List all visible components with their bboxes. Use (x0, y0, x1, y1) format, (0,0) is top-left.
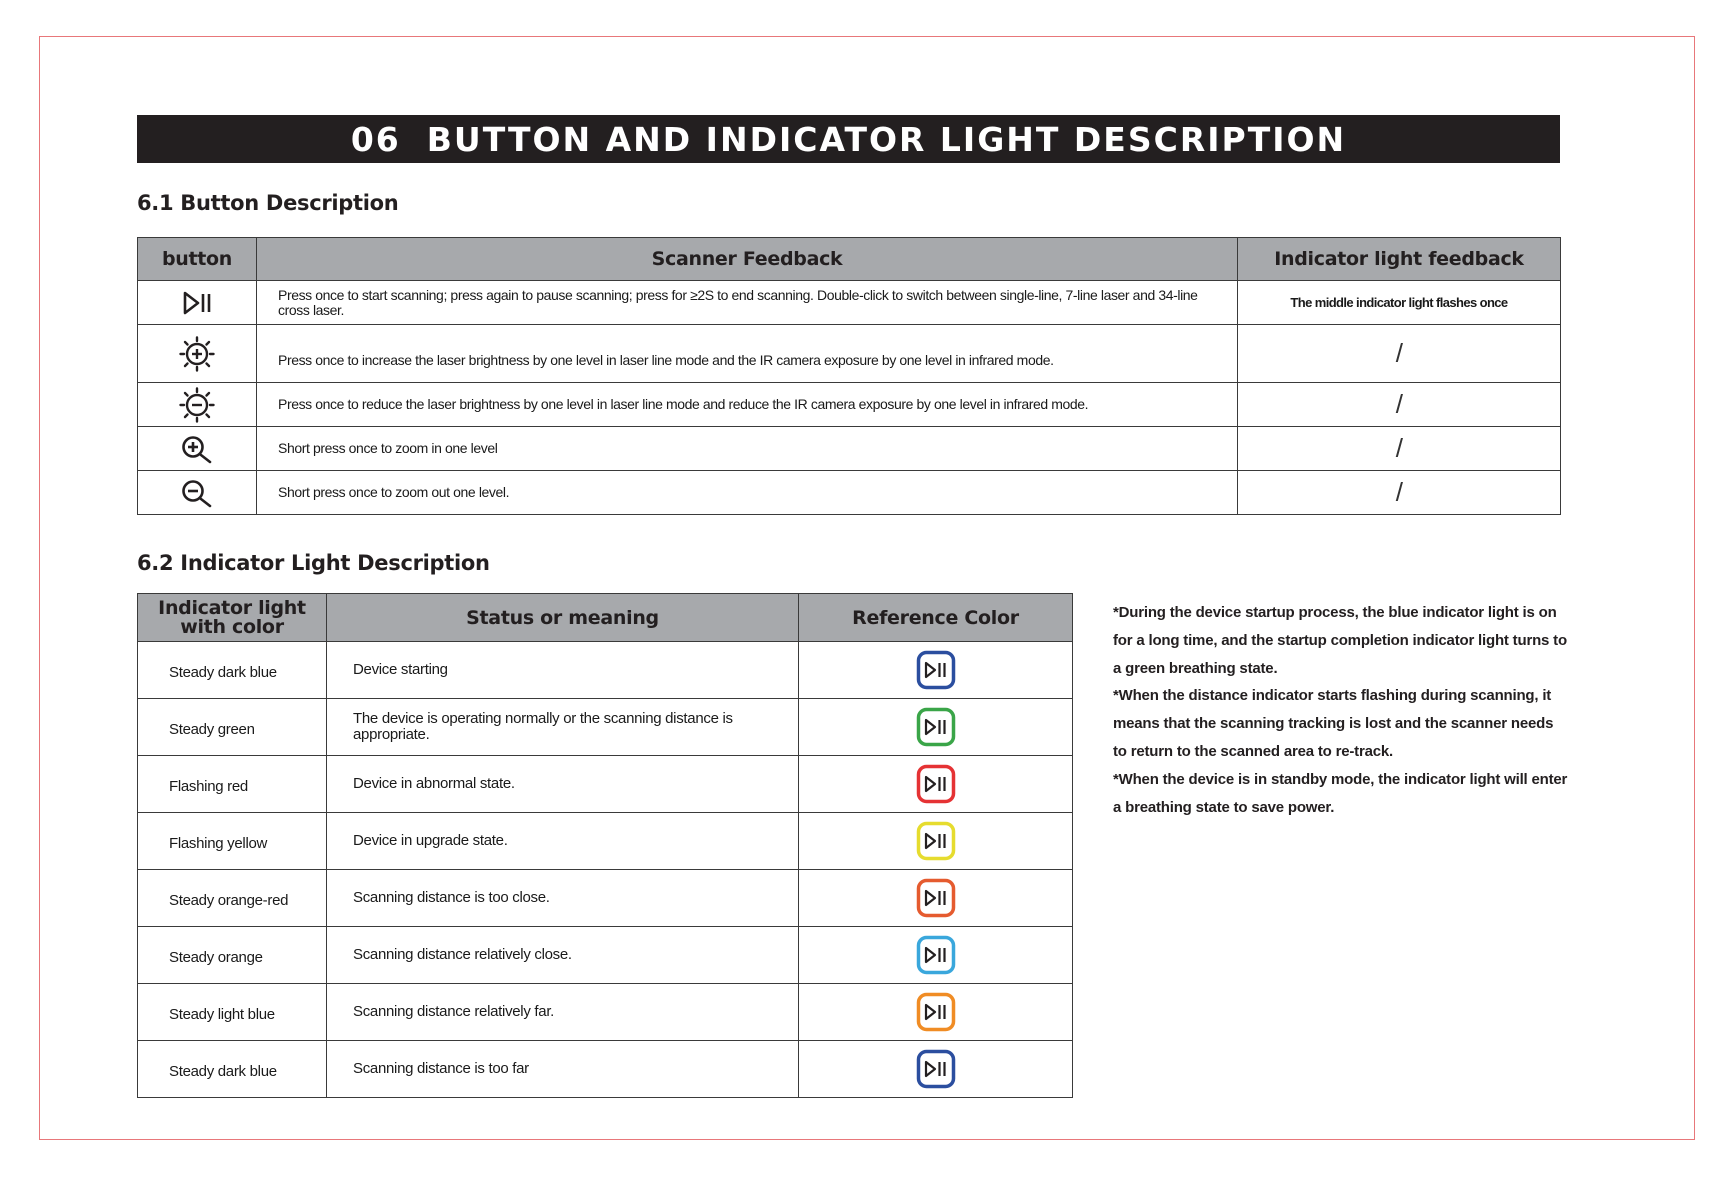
table-row (138, 281, 1561, 325)
light-feedback: The middle indicator light flashes once (1238, 281, 1561, 325)
brightness-up-icon (179, 336, 215, 372)
header-reference-color: Reference Color (799, 594, 1073, 642)
table-row (138, 699, 1073, 756)
section-banner (137, 115, 1560, 163)
light-status: Device in abnormal state. (327, 756, 799, 813)
color-swatch-icon (916, 1049, 956, 1089)
table-row (138, 325, 1561, 383)
button-table (137, 237, 1561, 515)
feedback-text: Short press once to zoom out one level. (257, 471, 1238, 515)
table-row (138, 1041, 1073, 1098)
color-swatch-icon (916, 992, 956, 1032)
light-name: Flashing yellow (138, 813, 327, 870)
feedback-text: Short press once to zoom in one level (257, 427, 1238, 471)
light-name: Steady dark blue (138, 642, 327, 699)
section-heading: BUTTON AND INDICATOR LIGHT DESCRIPTION (426, 119, 1347, 159)
section-number: 06 (350, 119, 401, 159)
table-row (138, 383, 1561, 427)
header-button: button (138, 238, 257, 281)
color-swatch-icon (916, 650, 956, 690)
indicator-table (137, 593, 1073, 1098)
light-feedback: / (1395, 389, 1403, 419)
light-status: Scanning distance relatively close. (327, 927, 799, 984)
play-pause-icon (182, 290, 212, 316)
indicator-section-title: 6.2 Indicator Light Description (137, 551, 490, 575)
light-feedback: / (1395, 338, 1403, 368)
note-tracking: *When the distance indicator starts flashing during scanning, it means that the scanning tracking is lost and the scanner needs to return to the scanned area to re-track. (1113, 687, 1554, 760)
note-startup: *During the device startup process, the blue indicator light is on for a long time, and the startup completion indicator light turns to a green breathing state. (1113, 604, 1567, 677)
zoom-out-icon (180, 478, 214, 508)
light-status: Scanning distance relatively far. (327, 984, 799, 1041)
table-row (138, 471, 1561, 515)
light-name: Steady dark blue (138, 1041, 327, 1098)
color-swatch-icon (916, 707, 956, 747)
notes-block (1113, 599, 1568, 821)
table-row (138, 813, 1073, 870)
light-feedback: / (1395, 477, 1403, 507)
header-indicator-feedback: Indicator light feedback (1238, 238, 1561, 281)
light-feedback: / (1395, 433, 1403, 463)
brightness-down-icon (179, 387, 215, 423)
table-row (138, 984, 1073, 1041)
light-name: Steady orange (138, 927, 327, 984)
feedback-text: Press once to reduce the laser brightness by one level in laser line mode and reduce the IR camera exposure by one level in infrared mode. (257, 383, 1238, 427)
table-row (138, 427, 1561, 471)
light-name: Steady orange-red (138, 870, 327, 927)
light-name: Flashing red (138, 756, 327, 813)
light-status: Device in upgrade state. (327, 813, 799, 870)
table-row (138, 756, 1073, 813)
header-scanner-feedback: Scanner Feedback (257, 238, 1238, 281)
table-row (138, 927, 1073, 984)
color-swatch-icon (916, 821, 956, 861)
light-status: Scanning distance is too far (327, 1041, 799, 1098)
header-indicator-light: Indicator light with color (138, 594, 327, 642)
light-status: Device starting (327, 642, 799, 699)
color-swatch-icon (916, 878, 956, 918)
light-name: Steady light blue (138, 984, 327, 1041)
zoom-in-icon (180, 434, 214, 464)
header-status: Status or meaning (327, 594, 799, 642)
color-swatch-icon (916, 935, 956, 975)
note-standby: *When the device is in standby mode, the indicator light will enter a breathing state to save power. (1113, 770, 1568, 816)
feedback-text: Press once to start scanning; press again to pause scanning; press for ≥2S to end scanning. Double-click to switch between single-line, 7-line laser and 34-line cross laser. (257, 281, 1238, 325)
feedback-text: Press once to increase the laser brightness by one level in laser line mode and the IR camera exposure by one level in infrared mode. (257, 325, 1238, 383)
table-row (138, 870, 1073, 927)
table-row (138, 642, 1073, 699)
light-name: Steady green (138, 699, 327, 756)
color-swatch-icon (916, 764, 956, 804)
button-section-title: 6.1 Button Description (137, 191, 399, 215)
light-status: Scanning distance is too close. (327, 870, 799, 927)
light-status: The device is operating normally or the scanning distance is appropriate. (327, 699, 799, 756)
